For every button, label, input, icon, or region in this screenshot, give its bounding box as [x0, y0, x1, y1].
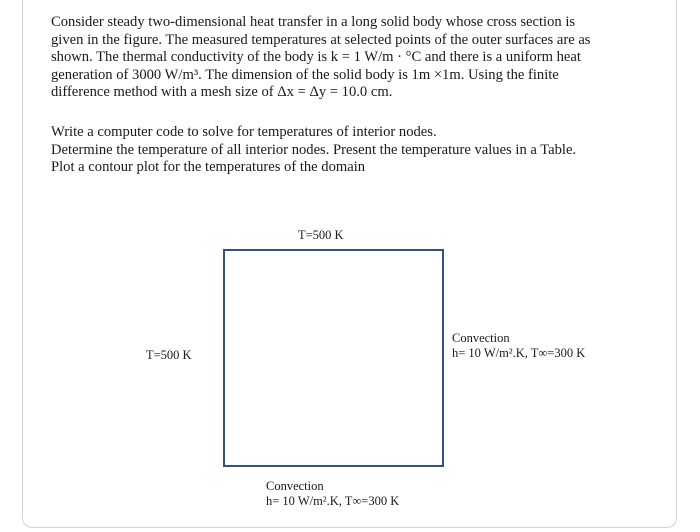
top-boundary-label: T=500 K: [298, 228, 344, 242]
task-line: Plot a contour plot for the temperatures of the domain: [51, 159, 366, 176]
task-list: [51, 124, 651, 177]
right-boundary-label: [452, 331, 585, 361]
bottom-convection-condition: h= 10 W/m².K, T∞=300 K: [266, 494, 400, 508]
problem-statement: [51, 14, 651, 102]
problem-line: given in the figure. The measured temperatures at selected points of the outer surfaces are as: [51, 31, 591, 48]
problem-line: Consider steady two-dimensional heat transfer in a long solid body whose cross section is: [51, 14, 576, 30]
problem-line: shown. The thermal conductivity of the body is k = 1 W/m · °C and there is a uniform heat: [51, 49, 581, 66]
bottom-convection-title: Convection: [266, 479, 324, 493]
right-convection-title: Convection: [452, 331, 510, 345]
bottom-boundary-label: [266, 479, 399, 509]
left-boundary-label: T=500 K: [146, 348, 192, 362]
problem-line: difference method with a mesh size of Δx = Δy = 10.0 cm.: [51, 84, 393, 101]
solid-body-domain: [223, 249, 444, 467]
task-line: Determine the temperature of all interior nodes. Present the temperature values in a Table.: [51, 141, 577, 158]
problem-line: generation of 3000 W/m³. The dimension of the solid body is 1m ×1m. Using the finite: [51, 66, 559, 83]
right-convection-condition: h= 10 W/m².K, T∞=300 K: [452, 346, 586, 360]
task-line: Write a computer code to solve for temperatures of interior nodes.: [51, 124, 437, 140]
